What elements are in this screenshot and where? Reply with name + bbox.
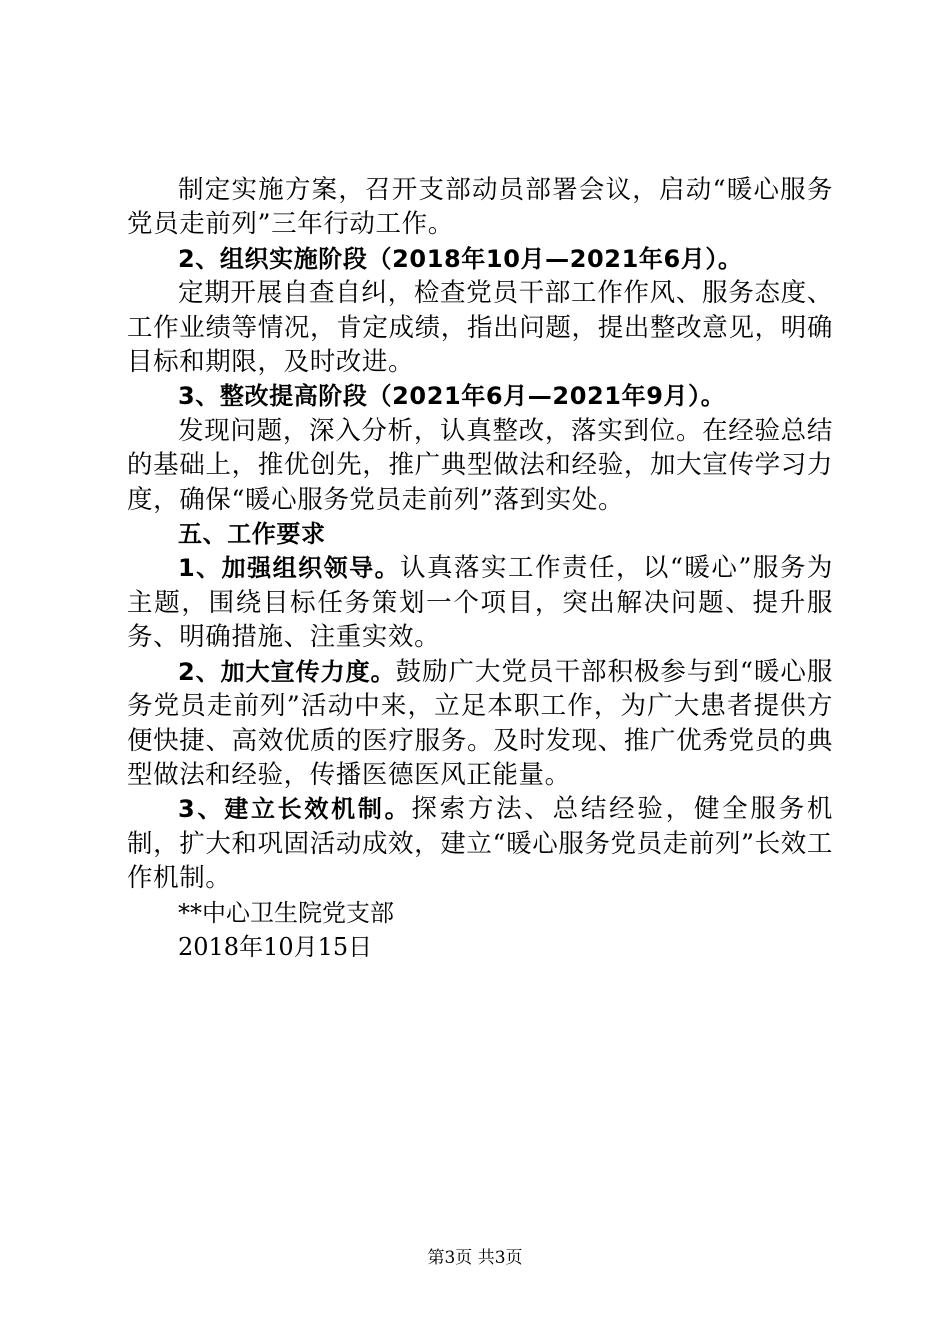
- requirement-item-leadership: [127, 551, 833, 654]
- requirement-text: 鼓励广大党员干部积极参与到“暖心服务党员走前列”活动中来，立足本职工作，为广大患者提供方便快捷、高效优质的医疗服务。及时发现、推广优秀党员的典型做法和经验，传播医德医风正能量。: [127, 656, 833, 790]
- requirement-text: 探索方法、总结经验，健全服务机制，扩大和巩固活动成效，建立“暖心服务党员走前列”长效工作机制。: [127, 794, 833, 894]
- paragraph-plan: 制定实施方案，召开支部动员部署会议，启动“暖心服务党员走前列”三年行动工作。: [127, 175, 833, 240]
- paragraph-rectification: 发现问题，深入分析，认真整改，落实到位。在经验总结的基础上，推优创先，推广典型做法和经验，加大宣传学习力度，确保“暖心服务党员走前列”落到实处。: [127, 415, 833, 515]
- requirement-lead: 1、加强组织领导。: [178, 554, 401, 583]
- page-footer: 第3页 共3页: [427, 1248, 523, 1268]
- section-heading-requirements: 五、工作要求: [178, 520, 326, 549]
- signature-org: **中心卫生院党支部: [178, 898, 394, 927]
- requirement-item-publicity: [127, 655, 833, 793]
- requirement-lead: 3、建立长效机制。: [178, 795, 412, 824]
- stage-heading-rectification: 3、整改提高阶段（2021年6月—2021年9月）。: [178, 382, 726, 411]
- paragraph-implementation: 定期开展自查自纠，检查党员干部工作作风、服务态度、工作业绩等情况，肯定成绩，指出问题，提出整改意见，明确目标和期限，及时改进。: [127, 278, 833, 378]
- document-body: [127, 173, 833, 964]
- requirement-lead: 2、加大宣传力度。: [178, 657, 396, 686]
- stage-heading-implementation: 2、组织实施阶段（2018年10月—2021年6月）。: [178, 244, 743, 273]
- signature-date: 2018年10月15日: [178, 932, 373, 961]
- requirement-item-mechanism: [127, 792, 833, 895]
- requirement-text: 认真落实工作责任，以“暖心”服务为主题，围绕目标任务策划一个项目，突出解决问题、提升服务、明确措施、注重实效。: [127, 553, 833, 653]
